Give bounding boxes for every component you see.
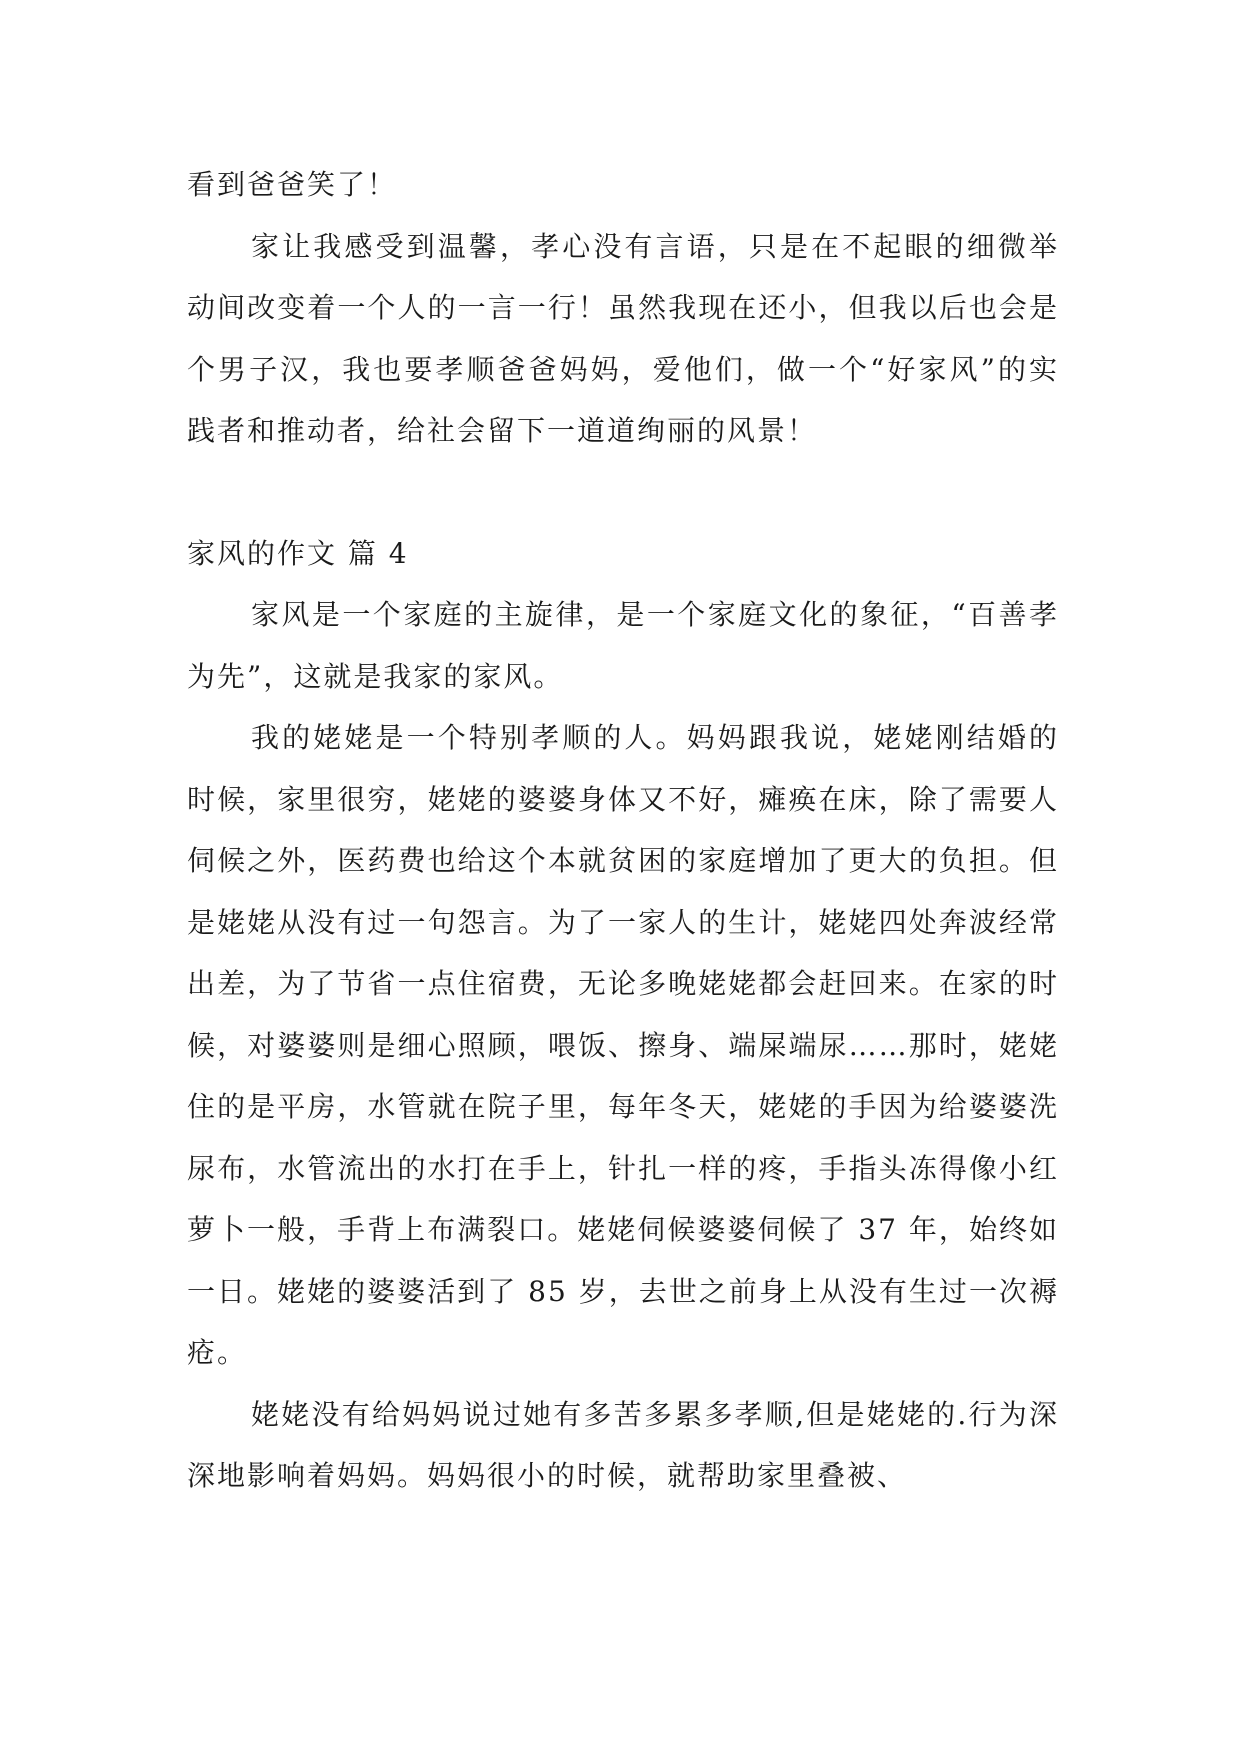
paragraph-conclusion: 家让我感受到温馨，孝心没有言语，只是在不起眼的细微举动间改变着一个人的一言一行！虽然我现在还小，但我以后也会是个男子汉，我也要孝顺爸爸妈妈，爱他们，做一个“好家风”的实践者和推动者，给社会留下一道道绚丽的风景！ (187, 229, 1059, 447)
paragraph-grandmother-story: 我的姥姥是一个特别孝顺的人。妈妈跟我说，姥姥刚结婚的时候，家里很穷，姥姥的婆婆身体又不好，瘫痪在床，除了需要人伺候之外，医药费也给这个本就贫困的家庭增加了更大的负担。但是姥姥从没有过一句怨言。为了一家人的生计，姥姥四处奔波经常出差，为了节省一点住宿费，无论多晚姥姥都会赶回来。在家的时候，对婆婆则是细心照顾，喂饭、擦身、端屎端尿……那时，姥姥住的是平房，水管就在院子里，每年冬天，姥姥的手因为给婆婆洗尿布，水管流出的水打在手上，针扎一样的疼，手指头冻得像小红萝卜一般，手背上布满裂口。姥姥伺候婆婆伺候了 37 年，始终如一日。姥姥的婆婆活到了 85 岁，去世之前身上从没有生过一次褥疮。 (187, 721, 1059, 1369)
paragraph-continuation: 看到爸爸笑了！ (187, 168, 398, 201)
essay-heading: 家风的作文 篇 4 (187, 536, 409, 570)
paragraph-influence: 姥姥没有给妈妈说过她有多苦多累多孝顺,但是姥姥的.行为深深地影响着妈妈。妈妈很小的时候，就帮助家里叠被、 (187, 1397, 1059, 1492)
document-body (187, 154, 1059, 1507)
paragraph-family-motto: 家风是一个家庭的主旋律，是一个家庭文化的象征，“百善孝为先”，这就是我家的家风。 (187, 598, 1059, 693)
